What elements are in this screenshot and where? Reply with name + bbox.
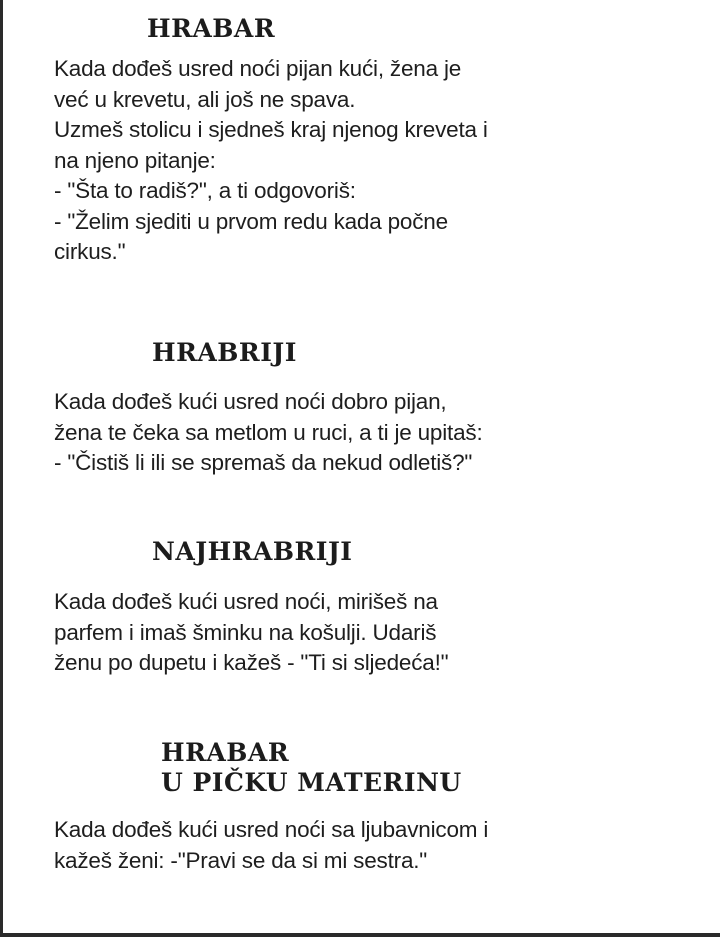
body-line: parfem i imaš šminku na košulji. Udariš [54,619,437,645]
body-line: - "Čistiš li ili se spremaš da nekud odletiš?" [54,450,473,475]
heading-line: U PIČKU MATERINU [161,768,462,797]
left-border [0,0,3,937]
body-line: Kada dođeš kući usred noći, mirišeš na [54,589,438,614]
body-line: cirkus." [54,239,126,264]
section-hrabriji [54,338,694,479]
heading-line: NAJHRABRIJI [152,537,353,566]
body-line: Uzmeš stolicu i sjedneš kraj njenog kreveta i [54,117,488,142]
body-line: već u krevetu, ali još ne spava. [54,86,356,112]
body-line: žena te čeka sa metlom u ruci, a ti je upitaš: [54,419,483,445]
section-najhrabriji [54,537,694,679]
body-line: Kada dođeš kući usred noći dobro pijan, [54,389,447,414]
body-line: - "Želim sjediti u prvom redu kada počne [54,208,448,234]
section-heading [152,537,694,567]
body-line: - "Šta to radiš?", a ti odgovoriš: [54,178,356,203]
bottom-border [0,933,720,937]
body-line: Kada dođeš usred noći pijan kući, žena je [54,56,462,81]
heading-line: HRABAR [147,14,276,43]
heading-line: HRABAR [161,738,290,767]
section-hrabar-u-picku-materinu [54,738,694,876]
section-hrabar [54,14,694,268]
section-heading [161,738,694,798]
section-heading [152,338,694,368]
body-line: na njeno pitanje: [54,147,216,173]
section-heading [147,14,694,44]
body-line: kažeš ženi: -"Pravi se da si mi sestra." [54,847,428,873]
body-line: ženu po dupetu i kažeš - "Ti si sljedeća!" [54,650,449,675]
heading-line: HRABRIJI [152,338,297,367]
body-line: Kada dođeš kući usred noći sa ljubavnicom i [54,817,489,842]
